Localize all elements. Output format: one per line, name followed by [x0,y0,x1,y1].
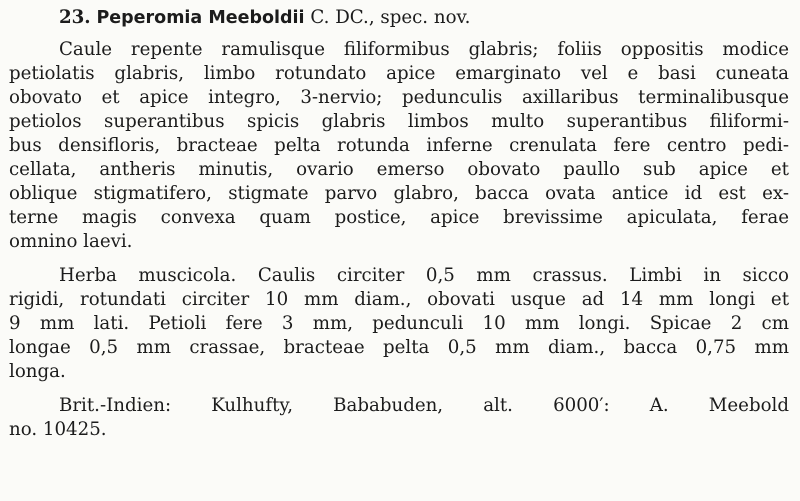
description-line: petiolos superantibus spicis glabris limbos multo superantibus filiformi- [9,111,789,132]
description-line: terne magis convexa quam postice, apice brevissime apiculata, ferae [9,207,789,228]
species-name: Peperomia Meeboldii [96,8,305,28]
habitat-line: Herba muscicola. Caulis circiter 0,5 mm crassus. Limbi in sicco [59,265,789,286]
locality-line: no. 10425. [9,419,107,440]
habitat-line: rigidi, rotundati circiter 10 mm diam., obovati usque ad 14 mm longi et [9,289,789,310]
locality-line: Brit.-Indien: Kulhufty, Bababuden, alt. 6000′: A. Meebold [59,395,789,416]
habitat-line: longa. [9,361,66,382]
habitat-line: 9 mm lati. Petioli fere 3 mm, pedunculi 10 mm longi. Spicae 2 cm [9,313,789,334]
description-line: oblique stigmatifero, stigmate parvo glabro, bacca ovata antice id est ex- [9,183,789,204]
description-line: cellata, antheris minutis, ovario emerso obovato paullo sub apice et [9,159,789,180]
habitat-line: longae 0,5 mm crassae, bracteae pelta 0,5 mm diam., bacca 0,75 mm [9,337,789,358]
description-line: omnino laevi. [9,231,133,252]
species-authority: C. DC., spec. nov. [310,7,471,28]
description-line: obovato et apice integro, 3-nervio; pedunculis axillaribus terminalibusque [9,87,789,108]
species-number: 23. [59,7,91,28]
species-heading [59,6,779,30]
description-line: Caule repente ramulisque filiformibus glabris; foliis oppositis modice [59,39,789,60]
description-line: bus densifloris, bracteae pelta rotunda inferne crenulata fere centro pedi- [9,135,789,156]
description-line: petiolatis glabris, limbo rotundato apice emarginato vel e basi cuneata [9,63,789,84]
